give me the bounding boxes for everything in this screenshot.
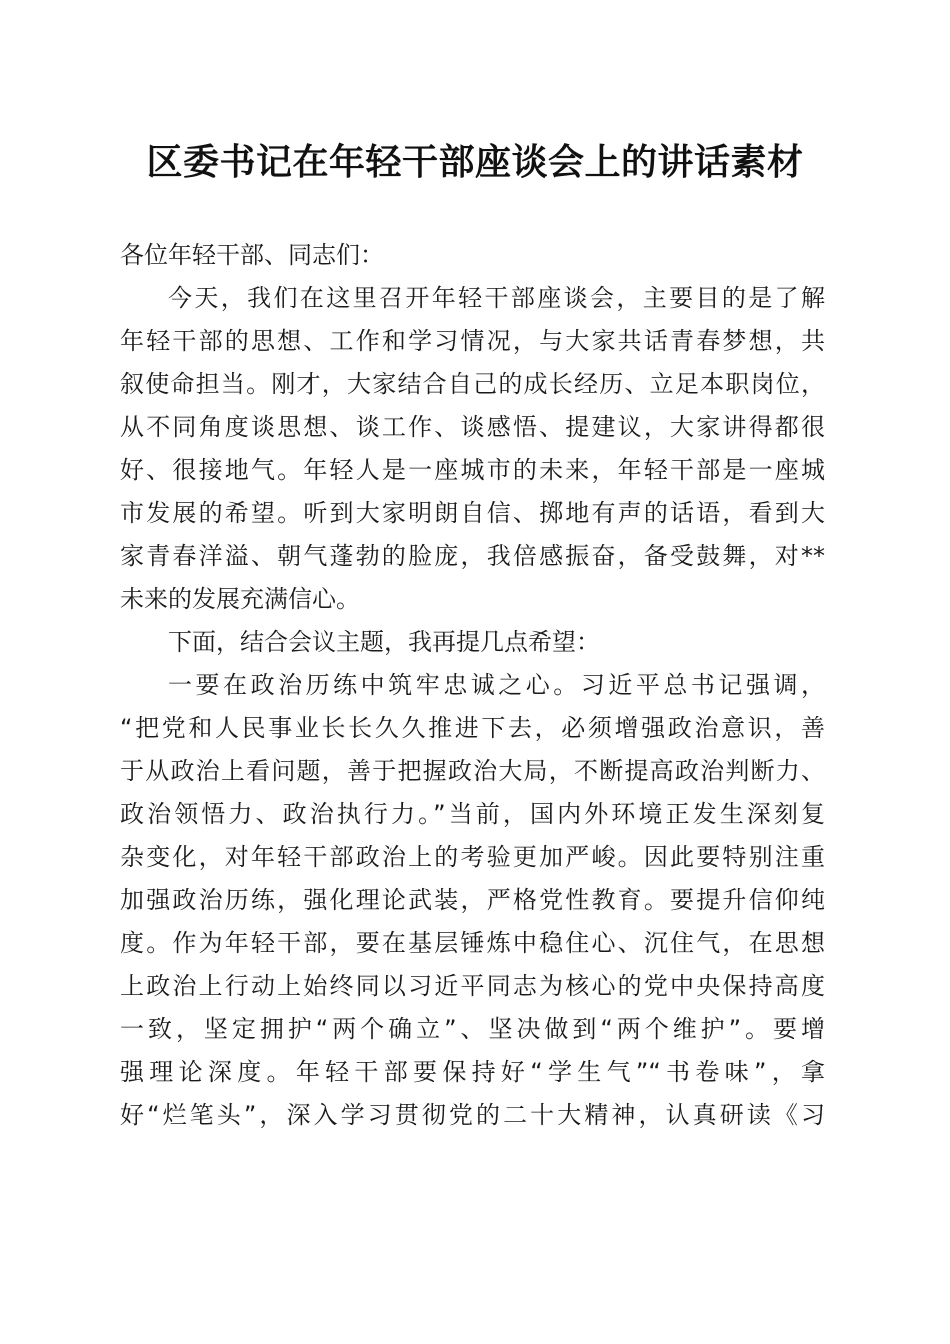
body-line: 好“烂笔头”，深入学习贯彻党的二十大精神，认真研读《习 (120, 1101, 825, 1129)
document-title: 区委书记在年轻干部座谈会上的讲话素材 (146, 141, 804, 183)
body-line: 强理论深度。年轻干部要保持好“学生气”“书卷味”，拿 (120, 1058, 825, 1086)
body-line: 从不同角度谈思想、谈工作、谈感悟、提建议，大家讲得都很 (120, 413, 825, 441)
body-line: 家青春洋溢、朝气蓬勃的脸庞，我倍感振奋，备受鼓舞，对** (120, 542, 825, 570)
body-line: 度。作为年轻干部，要在基层锤炼中稳住心、沉住气，在思想 (120, 929, 825, 957)
body-line: 杂变化，对年轻干部政治上的考验更加严峻。因此要特别注重 (120, 843, 825, 871)
body-line: 上政治上行动上始终同以习近平同志为核心的党中央保持高度 (120, 972, 825, 1000)
body-line: 叙使命担当。刚才，大家结合自己的成长经历、立足本职岗位， (120, 370, 825, 398)
body-line: 政治领悟力、政治执行力。”当前，国内外环境正发生深刻复 (120, 800, 825, 828)
body-line: 一致，坚定拥护“两个确立”、坚决做到“两个维护”。要增 (120, 1015, 825, 1043)
body-line: 于从政治上看问题，善于把握政治大局，不断提高政治判断力、 (120, 757, 825, 785)
salutation-line: 各位年轻干部、同志们： (120, 241, 384, 269)
body-line: 好、很接地气。年轻人是一座城市的未来，年轻干部是一座城 (120, 456, 825, 484)
body-line: 加强政治历练，强化理论武装，严格党性教育。要提升信仰纯 (120, 886, 825, 914)
body-line: 年轻干部的思想、工作和学习情况，与大家共话青春梦想，共 (120, 327, 825, 355)
body-line: 今天，我们在这里召开年轻干部座谈会，主要目的是了解 (168, 284, 825, 312)
body-line: 未来的发展充满信心。 (120, 585, 360, 613)
body-line: 市发展的希望。听到大家明朗自信、掷地有声的话语，看到大 (120, 499, 825, 527)
body-line: 一要在政治历练中筑牢忠诚之心。习近平总书记强调， (168, 671, 825, 699)
body-line: “把党和人民事业长长久久推进下去，必须增强政治意识，善 (120, 714, 825, 742)
body-line: 下面，结合会议主题，我再提几点希望： (168, 628, 600, 656)
